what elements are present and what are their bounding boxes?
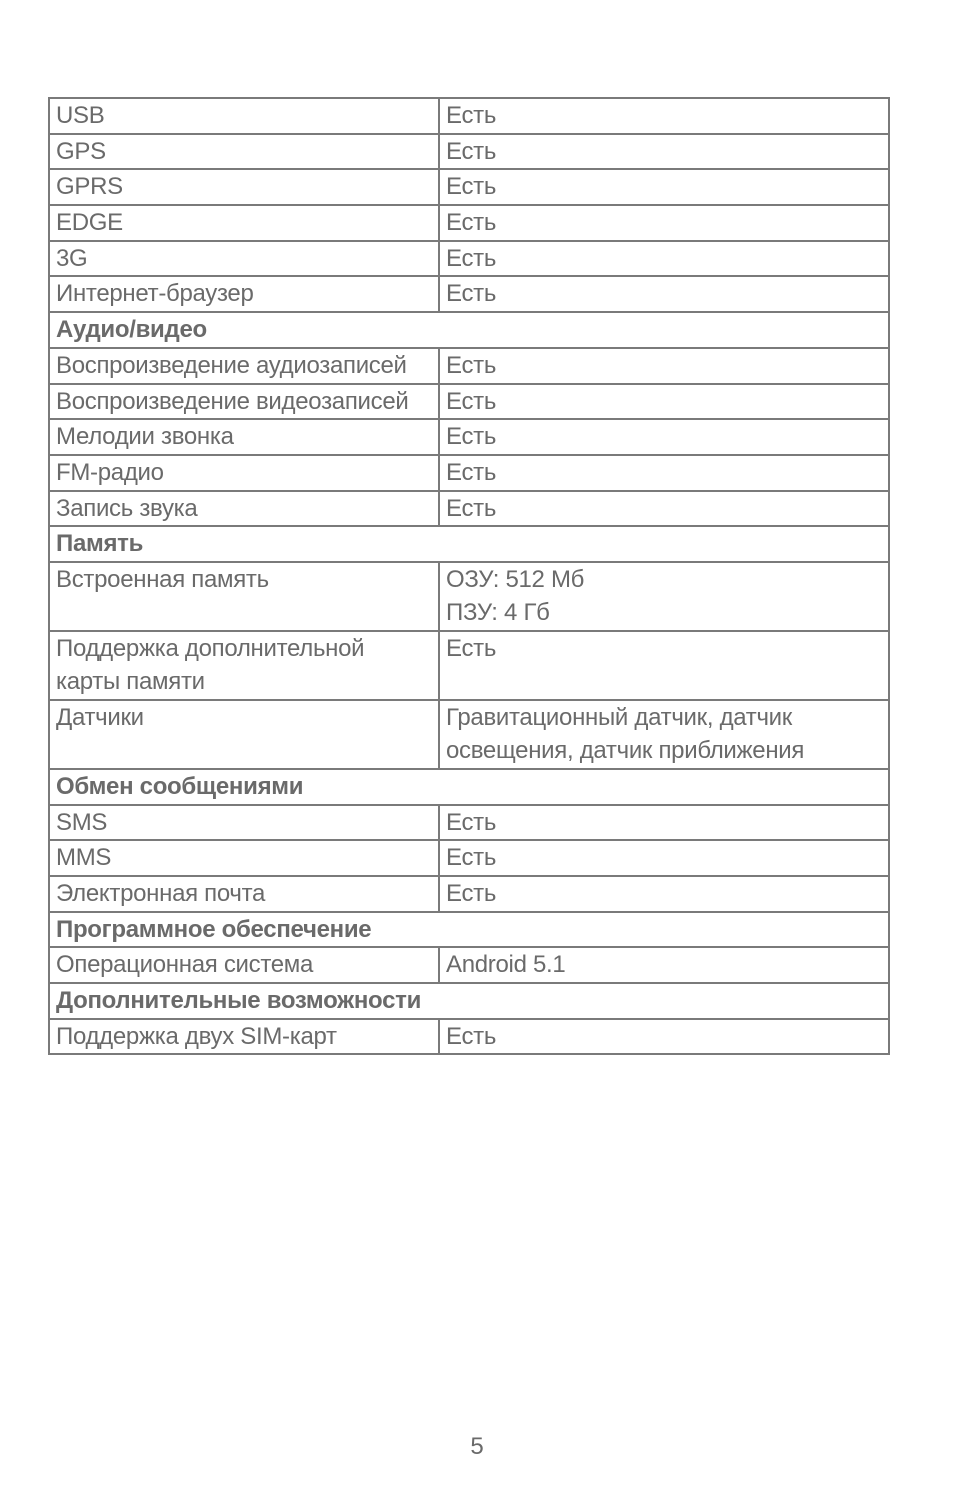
spec-label: GPRS	[49, 169, 439, 205]
spec-value-line: освещения, датчик приближения	[446, 736, 805, 764]
spec-row-os	[49, 947, 889, 983]
spec-value: Есть	[439, 169, 889, 205]
section-row-memory	[49, 526, 889, 562]
spec-row-browser	[49, 276, 889, 312]
spec-label: 3G	[49, 241, 439, 277]
spec-label: Интернет-браузер	[49, 276, 439, 312]
spec-row-3g	[49, 241, 889, 277]
spec-label: GPS	[49, 134, 439, 170]
spec-label	[49, 631, 439, 700]
spec-row-fm-radio	[49, 455, 889, 491]
spec-value-line: ОЗУ: 512 Мб	[446, 565, 585, 593]
spec-value: Есть	[439, 134, 889, 170]
spec-value: Есть	[439, 491, 889, 527]
spec-value: Есть	[439, 805, 889, 841]
spec-row-memory-card	[49, 631, 889, 700]
spec-row-video-playback	[49, 384, 889, 420]
spec-row-sensors	[49, 700, 889, 769]
spec-label-line: карты памяти	[56, 667, 205, 695]
spec-row-gps	[49, 134, 889, 170]
spec-row-ringtones	[49, 419, 889, 455]
spec-label: Электронная почта	[49, 876, 439, 912]
section-row-software	[49, 912, 889, 948]
section-heading: Дополнительные возможности	[49, 983, 889, 1019]
spec-label: Запись звука	[49, 491, 439, 527]
spec-value: Есть	[439, 455, 889, 491]
spec-label: FM-радио	[49, 455, 439, 491]
page-number: 5	[470, 1433, 484, 1460]
section-row-messaging	[49, 769, 889, 805]
spec-value: Есть	[439, 241, 889, 277]
spec-row-gprs	[49, 169, 889, 205]
section-heading: Аудио/видео	[49, 312, 889, 348]
spec-label: Встроенная память	[49, 562, 439, 631]
spec-value	[439, 562, 889, 631]
spec-row-mms	[49, 840, 889, 876]
spec-label: Операционная система	[49, 947, 439, 983]
spec-label: Воспроизведение видеозаписей	[49, 384, 439, 420]
spec-row-email	[49, 876, 889, 912]
spec-label: SMS	[49, 805, 439, 841]
spec-value: Есть	[439, 384, 889, 420]
spec-row-sms	[49, 805, 889, 841]
spec-value-line: Гравитационный датчик, датчик	[446, 703, 792, 731]
spec-value	[439, 700, 889, 769]
spec-value: Есть	[439, 98, 889, 134]
spec-label: Датчики	[49, 700, 439, 769]
spec-label: MMS	[49, 840, 439, 876]
spec-value: Есть	[439, 1019, 889, 1055]
spec-row-sound-recording	[49, 491, 889, 527]
spec-label: Мелодии звонка	[49, 419, 439, 455]
spec-row-edge	[49, 205, 889, 241]
spec-label: Поддержка двух SIM-карт	[49, 1019, 439, 1055]
spec-value: Есть	[439, 840, 889, 876]
spec-value-line: ПЗУ: 4 Гб	[446, 598, 550, 626]
spec-value: Android 5.1	[439, 947, 889, 983]
spec-label: Воспроизведение аудиозаписей	[49, 348, 439, 384]
spec-label: EDGE	[49, 205, 439, 241]
spec-row-internal-memory	[49, 562, 889, 631]
spec-value: Есть	[439, 276, 889, 312]
section-heading: Обмен сообщениями	[49, 769, 889, 805]
spec-value: Есть	[439, 419, 889, 455]
spec-value: Есть	[439, 205, 889, 241]
section-row-audio-video	[49, 312, 889, 348]
section-row-extra-features	[49, 983, 889, 1019]
spec-value: Есть	[439, 631, 889, 700]
spec-label-line: Поддержка дополнительной	[56, 634, 365, 662]
spec-value: Есть	[439, 348, 889, 384]
spec-label: USB	[49, 98, 439, 134]
spec-row-dual-sim	[49, 1019, 889, 1055]
section-heading: Программное обеспечение	[49, 912, 889, 948]
section-heading: Память	[49, 526, 889, 562]
specifications-table	[48, 97, 890, 1055]
spec-row-audio-playback	[49, 348, 889, 384]
spec-value: Есть	[439, 876, 889, 912]
spec-row-usb	[49, 98, 889, 134]
